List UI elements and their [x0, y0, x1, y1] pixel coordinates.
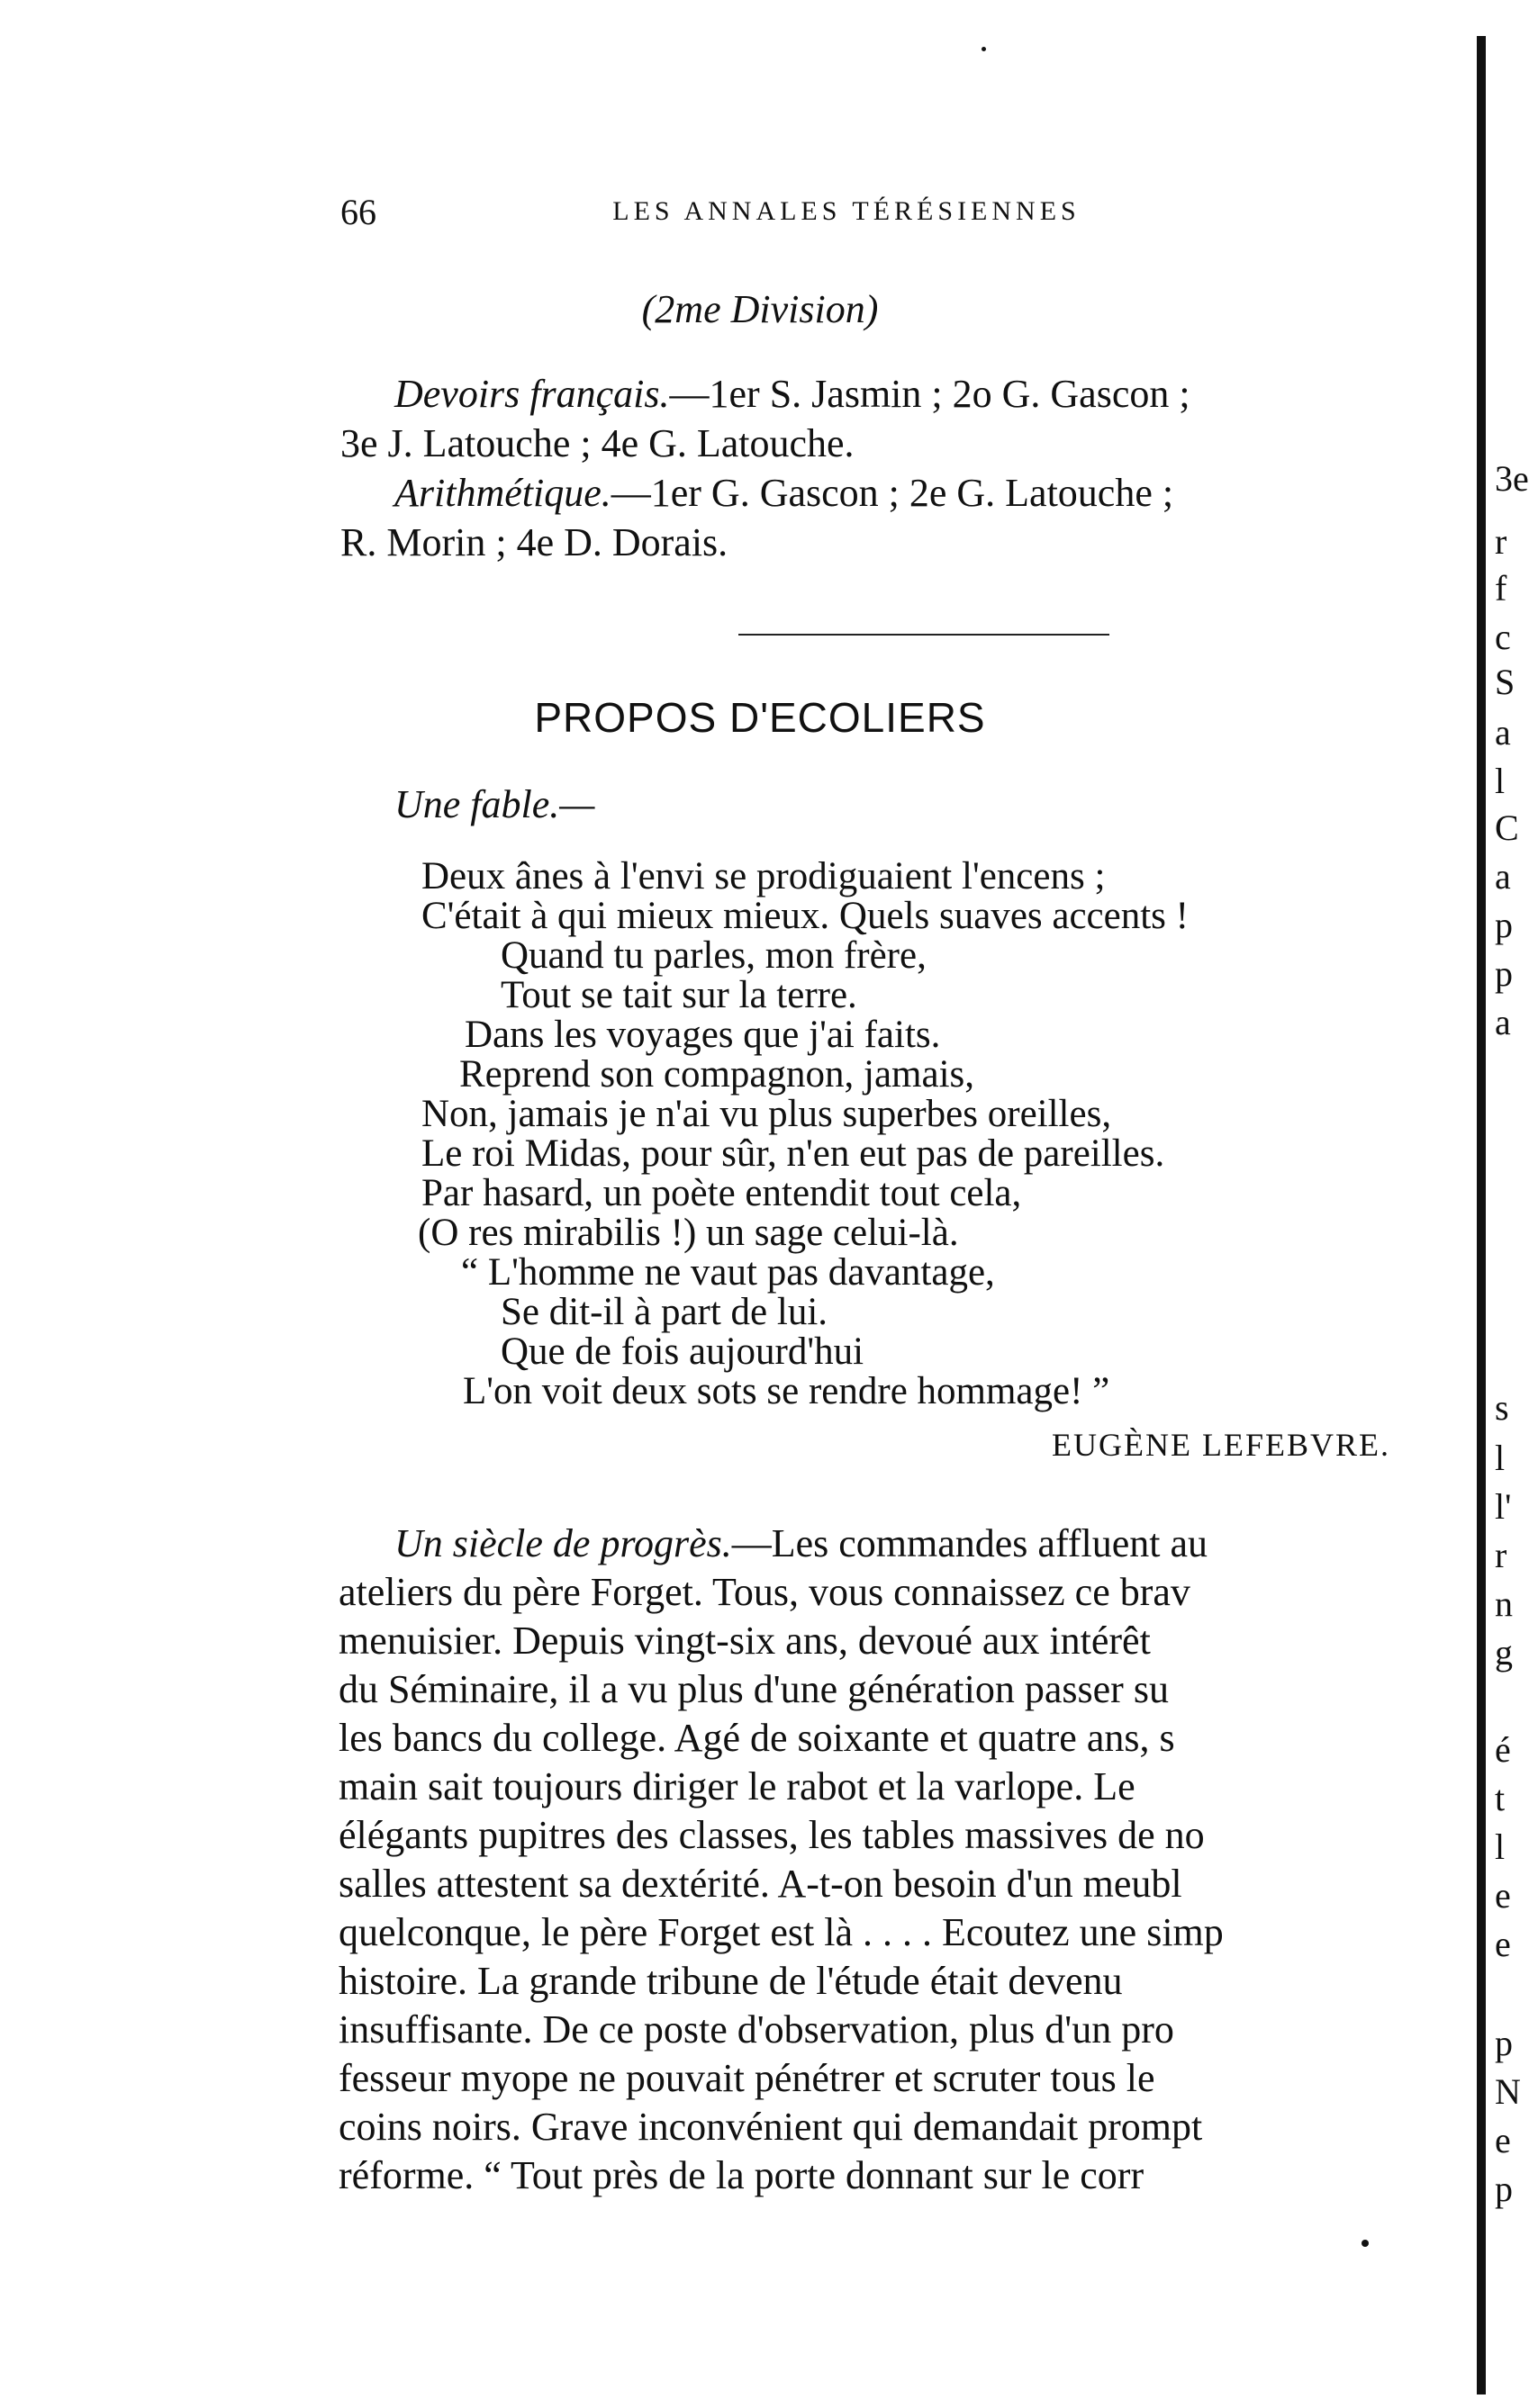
margin-fragment: 3e: [1495, 458, 1529, 499]
binding-shadow: [1477, 36, 1486, 2394]
essay-line: réforme. “ Tout près de la porte donnant sur le corr: [339, 2153, 1144, 2197]
essay-line: menuisier. Depuis vingt-six ans, devoué aux intérêt: [339, 1619, 1151, 1663]
margin-fragment: a: [1495, 712, 1511, 753]
essay-first-line: [394, 1520, 1208, 1568]
essay-line: salles attestent sa dextérité. A-t-on besoin d'un meubl: [339, 1862, 1182, 1906]
poem-line: C'était à qui mieux mieux. Quels suaves accents !: [421, 895, 1189, 937]
fable-subhead: Une fable.—: [394, 782, 595, 826]
poem-line: Que de fois aujourd'hui: [501, 1330, 864, 1373]
margin-fragment: a: [1495, 856, 1511, 897]
poem-line: L'on voit deux sots se rendre hommage! ”: [463, 1370, 1110, 1412]
margin-fragment: l: [1495, 761, 1506, 801]
margin-fragment: r: [1495, 1535, 1507, 1575]
essay-line: les bancs du college. Agé de soixante et quatre ans, s: [339, 1716, 1175, 1760]
prize-results-french: —1er S. Jasmin ; 2o G. Gascon ;: [669, 372, 1190, 416]
margin-fragment: S: [1495, 662, 1515, 702]
margin-fragment: e: [1495, 2120, 1511, 2160]
poem-line: Reprend son compagnon, jamais,: [459, 1053, 975, 1096]
essay-line: quelconque, le père Forget est là . . . . Ecoutez une simp: [339, 1910, 1224, 1954]
poem-line: Deux ânes à l'envi se prodiguaient l'encens ;: [421, 855, 1106, 897]
poem-line: Non, jamais je n'ai vu plus superbes oreilles,: [421, 1093, 1112, 1135]
margin-fragment: a: [1495, 1002, 1511, 1042]
prize-subject-french: Devoirs français.: [394, 372, 670, 416]
essay-text: —Les commandes affluent au: [731, 1521, 1208, 1565]
poem-line: Tout se tait sur la terre.: [501, 974, 857, 1016]
essay-line: histoire. La grande tribune de l'étude était devenu: [339, 1959, 1123, 2003]
essay-line: main sait toujours diriger le rabot et la varlope. Le: [339, 1764, 1135, 1808]
poem-line: Dans les voyages que j'ai faits.: [465, 1014, 941, 1056]
poem-line: “ L'homme ne vaut pas davantage,: [461, 1251, 995, 1294]
margin-fragment: n: [1495, 1583, 1513, 1624]
margin-fragment: p: [1495, 2023, 1513, 2063]
poem-line: Le roi Midas, pour sûr, n'en eut pas de pareilles.: [421, 1132, 1165, 1175]
essay-line: insuffisante. De ce poste d'observation, plus d'un pro: [339, 2007, 1174, 2052]
essay-line: fesseur myope ne pouvait pénétrer et scruter tous le: [339, 2056, 1155, 2100]
poem-line: Quand tu parles, mon frère,: [501, 934, 927, 977]
prize-line-french-cont: 3e J. Latouche ; 4e G. Latouche.: [340, 421, 855, 465]
margin-fragment: p: [1495, 953, 1513, 994]
essay-line: coins noirs. Grave inconvénient qui demandait prompt: [339, 2105, 1203, 2149]
margin-fragment: e: [1495, 1875, 1511, 1916]
margin-fragment: l: [1495, 1826, 1506, 1867]
prize-line-arithmetic: [394, 468, 1173, 518]
fable-author: EUGÈNE LEFEBVRE.: [1052, 1427, 1390, 1463]
prize-line-arithmetic-cont: R. Morin ; 4e D. Dorais.: [340, 520, 728, 564]
facing-page-fragments: [1495, 0, 1529, 2408]
essay-line: élégants pupitres des classes, les tables massives de no: [339, 1813, 1205, 1857]
prize-subject-arithmetic: Arithmétique.: [394, 471, 611, 515]
margin-fragment: e: [1495, 1924, 1511, 1964]
margin-fragment: c: [1495, 617, 1511, 657]
running-title: LES ANNALES TÉRÉSIENNES: [612, 196, 1081, 226]
prize-line-french: [394, 369, 1190, 419]
essay-subhead: Un siècle de progrès.: [394, 1521, 732, 1565]
section-divider: [738, 634, 1109, 636]
margin-fragment: C: [1495, 807, 1519, 848]
section-title: PROPOS D'ECOLIERS: [534, 694, 986, 741]
prize-results-arithmetic: —1er G. Gascon ; 2e G. Latouche ;: [611, 471, 1174, 515]
page-number: 66: [340, 192, 376, 232]
margin-fragment: p: [1495, 2169, 1513, 2209]
margin-fragment: é: [1495, 1729, 1511, 1770]
margin-fragment: f: [1495, 568, 1507, 609]
margin-fragment: s: [1495, 1387, 1509, 1428]
margin-fragment: p: [1495, 905, 1513, 945]
division-heading: (2me Division): [641, 287, 879, 331]
margin-fragment: t: [1495, 1778, 1506, 1818]
margin-fragment: g: [1495, 1632, 1513, 1673]
essay-line: du Séminaire, il a vu plus d'une génération passer su: [339, 1667, 1169, 1711]
ink-speck: [982, 47, 986, 51]
poem-line: (O res mirabilis !) un sage celui-là.: [418, 1212, 959, 1254]
margin-fragment: l: [1495, 1438, 1506, 1478]
margin-fragment: l': [1495, 1486, 1512, 1527]
margin-fragment: N: [1495, 2071, 1521, 2112]
margin-fragment: r: [1495, 521, 1507, 562]
essay-line: ateliers du père Forget. Tous, vous connaissez ce brav: [339, 1570, 1190, 1614]
poem-line: Se dit-il à part de lui.: [501, 1291, 828, 1333]
poem-line: Par hasard, un poète entendit tout cela,: [421, 1172, 1022, 1214]
ink-speck: [1362, 2240, 1369, 2247]
